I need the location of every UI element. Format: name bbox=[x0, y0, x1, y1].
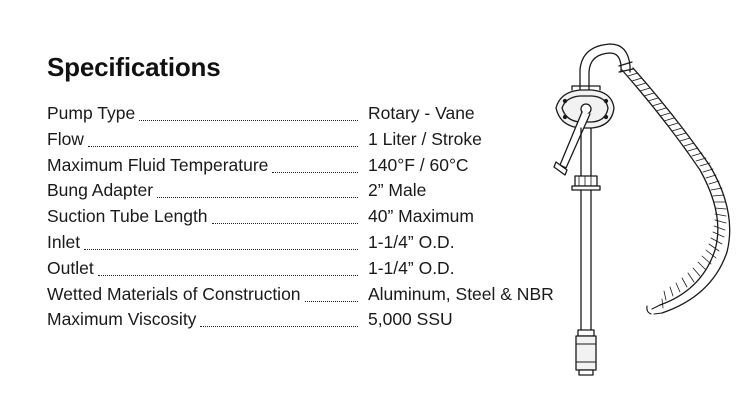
dotted-leader bbox=[98, 257, 358, 276]
dotted-leader bbox=[305, 283, 358, 302]
dotted-leader bbox=[84, 231, 358, 250]
spec-row-inlet bbox=[47, 231, 567, 257]
spec-label: Inlet bbox=[47, 231, 81, 252]
strainer bbox=[576, 336, 596, 375]
spec-value: Aluminum, Steel & NBR bbox=[368, 283, 554, 304]
dotted-leader bbox=[212, 205, 358, 224]
spec-row-max-fluid-temperature bbox=[47, 154, 567, 180]
dotted-leader bbox=[272, 154, 358, 173]
spec-label: Wetted Materials of Construction bbox=[47, 283, 301, 304]
spec-value: 1 Liter / Stroke bbox=[368, 128, 482, 149]
spec-row-wetted-materials bbox=[47, 283, 567, 309]
specifications-table bbox=[47, 102, 567, 334]
spec-label: Flow bbox=[47, 128, 84, 149]
spec-row-pump-type bbox=[47, 102, 567, 128]
spec-value: 40” Maximum bbox=[368, 206, 474, 227]
dotted-leader bbox=[139, 102, 358, 121]
dotted-leader bbox=[157, 179, 358, 198]
discharge-hose bbox=[622, 68, 730, 314]
spec-label: Maximum Fluid Temperature bbox=[47, 154, 269, 175]
spec-value: 140°F / 60°C bbox=[368, 154, 469, 175]
spec-value: 1-1/4” O.D. bbox=[368, 257, 455, 278]
spec-label: Suction Tube Length bbox=[47, 206, 208, 227]
spec-row-outlet bbox=[47, 257, 567, 283]
spec-value: 5,000 SSU bbox=[368, 309, 453, 330]
spec-value: 1-1/4” O.D. bbox=[368, 231, 455, 252]
spec-label: Bung Adapter bbox=[47, 180, 154, 201]
rotary-pump-illustration bbox=[540, 38, 740, 378]
dotted-leader bbox=[88, 128, 358, 147]
hose-corrugation bbox=[628, 73, 726, 308]
spec-label: Pump Type bbox=[47, 103, 136, 123]
spec-row-max-viscosity bbox=[47, 308, 567, 334]
spec-label: Outlet bbox=[47, 257, 94, 278]
dotted-leader bbox=[200, 308, 358, 327]
spec-label: Maximum Viscosity bbox=[47, 309, 197, 330]
spec-value: Rotary - Vane bbox=[368, 103, 475, 123]
discharge-spout bbox=[580, 44, 633, 92]
spec-value: 2” Male bbox=[368, 180, 427, 201]
suction-tube bbox=[578, 128, 594, 336]
page-title: Specifications bbox=[47, 52, 221, 82]
spec-row-bung-adapter bbox=[47, 179, 567, 205]
bung-adapter bbox=[572, 176, 600, 190]
spec-row-suction-tube-length bbox=[47, 205, 567, 231]
spec-row-flow bbox=[47, 128, 567, 154]
